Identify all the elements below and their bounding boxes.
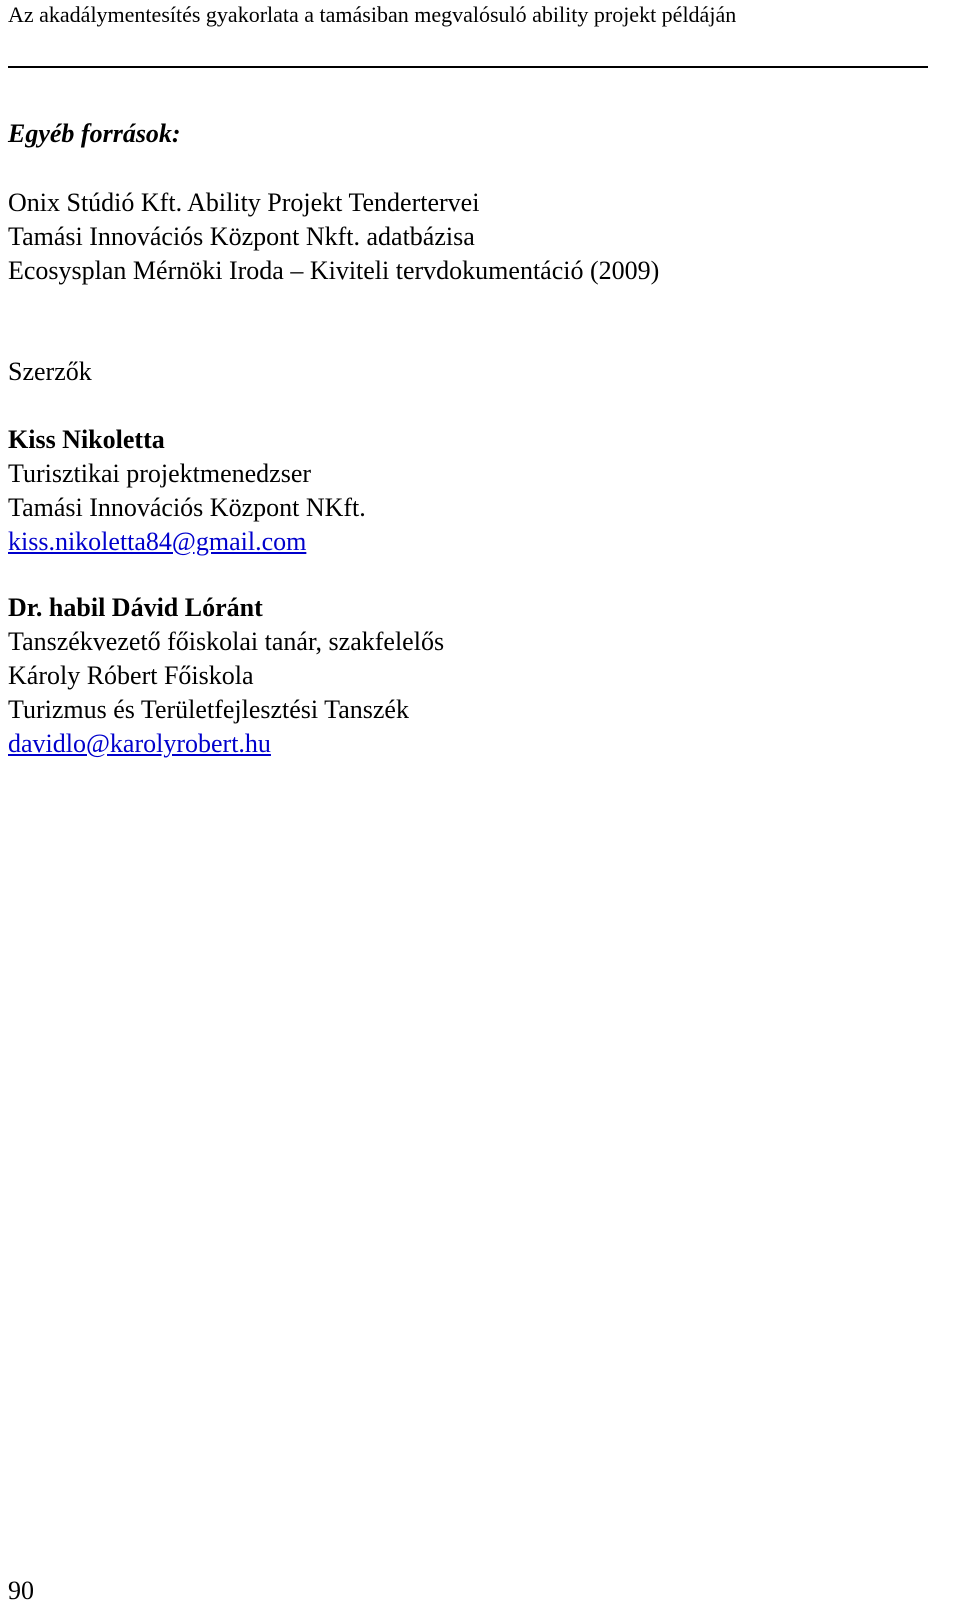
- author-title: Tanszékvezető főiskolai tanár, szakfelelős: [8, 627, 445, 656]
- author-organization: Károly Róbert Főiskola: [8, 661, 254, 690]
- page-number: 90: [8, 1576, 34, 1605]
- author-organization: Tamási Innovációs Központ NKft.: [8, 493, 366, 522]
- author-name: Dr. habil Dávid Lóránt: [8, 593, 263, 622]
- author-department: Turizmus és Területfejlesztési Tanszék: [8, 695, 409, 724]
- other-sources-heading: Egyéb források:: [8, 119, 181, 148]
- author-title: Turisztikai projektmenedzser: [8, 459, 312, 488]
- running-header: Az akadálymentesítés gyakorlata a tamásiban megvalósuló ability projekt példáján: [8, 2, 737, 27]
- source-item: Onix Stúdió Kft. Ability Projekt Tendertervei: [8, 188, 480, 217]
- source-item: Ecosysplan Mérnöki Iroda – Kiviteli tervdokumentáció (2009): [8, 256, 660, 285]
- author-name: Kiss Nikoletta: [8, 425, 165, 454]
- source-item: Tamási Innovációs Központ Nkft. adatbázisa: [8, 222, 475, 251]
- author-email-link[interactable]: kiss.nikoletta84@gmail.com: [8, 527, 307, 556]
- author-email-link[interactable]: davidlo@karolyrobert.hu: [8, 729, 271, 758]
- header-divider: [8, 66, 928, 68]
- authors-heading: Szerzők: [8, 357, 92, 386]
